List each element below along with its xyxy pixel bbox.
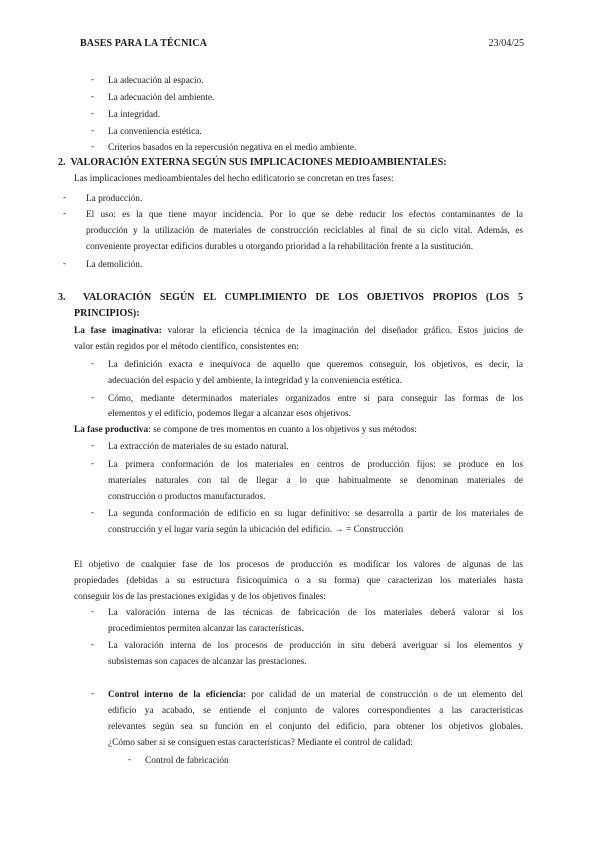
paragraph-line: El uso: es la que tiene mayor incidencia. Por lo que se debe reducir los efectos contaminantes de la <box>86 210 523 220</box>
bullet-dash: - <box>91 459 95 469</box>
paragraph-line: propiedades (debidas a su estructura fisicoquímica o a su forma) que caracterizan los materiales hasta <box>74 576 523 586</box>
section-2-heading: 2. VALORACIÓN EXTERNA SEGÚN SUS IMPLICACIONES MEDIOAMBIENTALES: <box>58 157 447 168</box>
bullet-dash: - <box>91 75 95 85</box>
paragraph-line <box>108 689 523 701</box>
paragraph-line <box>74 424 417 436</box>
paragraph-line: construcción o productos manufacturados. <box>108 492 266 502</box>
paragraph-line: ¿Cómo saber si se consiguen estas características? Mediante el control de calidad: <box>108 738 413 748</box>
paragraph-line: construcción y el lugar varía según la ubicación del edificio. → = Construcción <box>108 525 404 535</box>
paragraph-line: La segunda conformación de edificio en su lugar definitivo: se desarrolla a partir de los materiales de <box>108 509 523 519</box>
paragraph-line <box>74 325 523 337</box>
paragraph-line: El objetivo de cualquier fase de los procesos de producción es modificar los valores de algunas de las <box>74 560 523 570</box>
paragraph-line: La definición exacta e inequívoca de aquello que queremos conseguir, los objetivos, es decir, la <box>108 360 523 370</box>
control-text: por calidad de un material de construcción o de un elemento del <box>246 690 523 700</box>
paragraph-line: Cómo, mediante determinados materiales organizados entre sí para conseguir las formas de los <box>108 394 523 404</box>
list-item: La adecuación del ambiente. <box>108 93 215 103</box>
list-item: La adecuación al espacio. <box>108 76 204 86</box>
bullet-dash: - <box>91 142 95 152</box>
bullet-dash: - <box>91 508 95 518</box>
bullet-dash: - <box>91 640 95 650</box>
paragraph-line: conseguir los de las prestaciones exigidas y de los objetivos finales: <box>74 592 326 602</box>
list-item: La conveniencia estética. <box>108 127 202 137</box>
paragraph-line: elementos y el edificio, podemos llegar a alcanzar esos objetivos. <box>108 409 351 419</box>
phase-label: La fase productiva <box>74 425 149 435</box>
page-header <box>80 38 524 49</box>
phase-label: La fase imaginativa: <box>74 326 162 336</box>
bullet-dash: - <box>91 109 95 119</box>
paragraph-line: relevantes según sea su función en el conjunto del edificio, para obtener los objetivos globales. <box>108 722 523 732</box>
bullet-dash: - <box>91 126 95 136</box>
list-item: La producción. <box>86 194 143 204</box>
bullet-dash: - <box>63 193 67 203</box>
paragraph-line: edificio ya acabado, se entiende el conjunto de valores correspondientes a las características <box>108 706 523 716</box>
phase-text: valorar la eficiencia técnica de la imaginación del diseñador gráfico. Estos juicios de <box>161 326 523 336</box>
bullet-dash: - <box>91 359 95 369</box>
paragraph-line: procedimientos permiten alcanzar las características. <box>108 624 304 634</box>
paragraph-line: conveniente proyectar edificios durables u otorgando prioridad a la rehabilitación frente a la sustitución. <box>86 242 474 252</box>
bullet-dash: - <box>91 607 95 617</box>
bullet-dash: - <box>91 393 95 403</box>
paragraph-line: valor están regidos por el método científico, consistentes en: <box>74 342 299 352</box>
paragraph-line: La valoración interna de los procesos de producción in situ deberá averiguar si los elementos y <box>108 641 523 651</box>
list-item: Criterios basados en la repercusión negativa en el medio ambiente. <box>108 143 357 153</box>
header-title: BASES PARA LA TÉCNICA <box>80 38 208 49</box>
control-label: Control interno de la eficiencia: <box>108 690 247 700</box>
section-3-heading-cont: PRINCIPIOS): <box>74 308 140 319</box>
bullet-dash: - <box>63 209 67 219</box>
bullet-dash: - <box>128 755 132 765</box>
paragraph-line: producción y la utilización de materiales de construcción reciclables al final de su ciclo vital. Además, es <box>86 226 523 236</box>
list-item: La extracción de materiales de su estado natural. <box>108 442 289 452</box>
bullet-dash: - <box>91 689 95 699</box>
section-2-intro: Las implicaciones medioambientales del hecho edificatorio se concretan en tres fases: <box>74 174 394 184</box>
paragraph-line: materiales naturales con tal de llegar a lo que habitualmente se denominan materiales de <box>108 476 523 486</box>
list-item: La demolición. <box>86 260 143 270</box>
bullet-dash: - <box>91 441 95 451</box>
paragraph-line: subsistemas son capaces de alcanzar las prestaciones. <box>108 657 307 667</box>
header-date: 23/04/25 <box>488 38 524 49</box>
bullet-dash: - <box>63 259 67 269</box>
list-item: La integridad. <box>108 110 161 120</box>
paragraph-line: La primera conformación de los materiales en centros de producción fijos: se produce en los <box>108 460 523 470</box>
paragraph-line: La valoración interna de las técnicas de fabricación de los materiales deberá valorar si los <box>108 608 523 618</box>
bullet-dash: - <box>91 92 95 102</box>
paragraph-line: adecuación del espacio y del ambiente, la integridad y la conveniencia estética. <box>108 376 403 386</box>
section-3-heading: 3. VALORACIÓN SEGÚN EL CUMPLIMIENTO DE LOS OBJETIVOS PROPIOS (LOS 5 <box>58 292 523 303</box>
phase-text: : se compone de tres momentos en cuanto a los objetivos y sus métodos: <box>148 425 418 435</box>
list-item: Control de fabricación <box>145 756 229 766</box>
